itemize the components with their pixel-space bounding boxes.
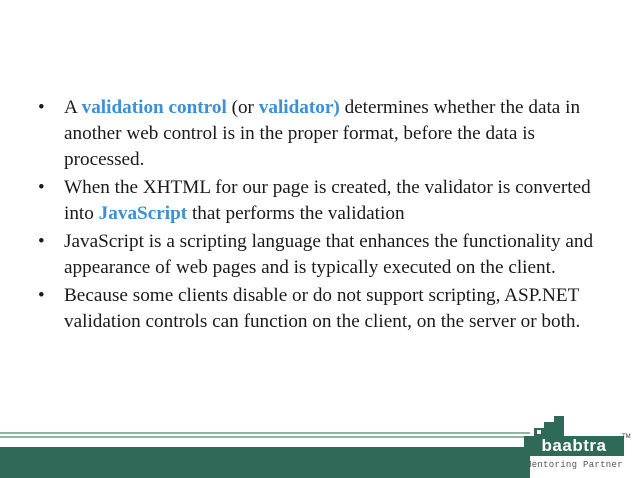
bullet-item xyxy=(38,175,598,227)
highlighted-term: validator) xyxy=(258,97,340,118)
logo-trademark: TM xyxy=(622,434,631,440)
bullet-item xyxy=(38,283,598,335)
footer-line xyxy=(0,436,530,438)
bullet-text: When the XHTML for our page is created, the validator is converted into xyxy=(64,177,591,224)
footer-bar xyxy=(0,447,530,478)
footer-line xyxy=(0,432,530,434)
bullet-text: (or xyxy=(226,97,259,118)
bullet-dot: • xyxy=(38,177,45,198)
highlighted-term: JavaScript xyxy=(98,203,188,224)
bullet-text: JavaScript is a scripting language that enhances the functionality and appearance of web pages and is typically executed on the client. xyxy=(64,231,594,278)
logo-wordmark: baabtra xyxy=(524,436,624,456)
baabtra-logo xyxy=(522,414,632,478)
highlighted-term: validation control xyxy=(81,97,227,118)
bullet-text: A xyxy=(64,97,82,118)
bullet-list xyxy=(38,95,598,337)
bullet-dot: • xyxy=(38,285,45,306)
footer-lines xyxy=(0,432,530,442)
bullet-dot: • xyxy=(38,231,45,252)
bullet-dot: • xyxy=(38,97,45,118)
bullet-text: Because some clients disable or do not support scripting, ASP.NET validation controls can function on the client, on the server or both. xyxy=(64,285,581,332)
logo-tagline: Mentoring Partner xyxy=(526,460,623,470)
bullet-text: that performs the validation xyxy=(187,203,405,224)
bullet-item xyxy=(38,95,598,173)
bullet-text: determines whether the data in another web control is in the proper format, before the data is processed. xyxy=(64,97,581,170)
stairs-logo-icon xyxy=(534,414,574,438)
bullet-item xyxy=(38,229,598,281)
